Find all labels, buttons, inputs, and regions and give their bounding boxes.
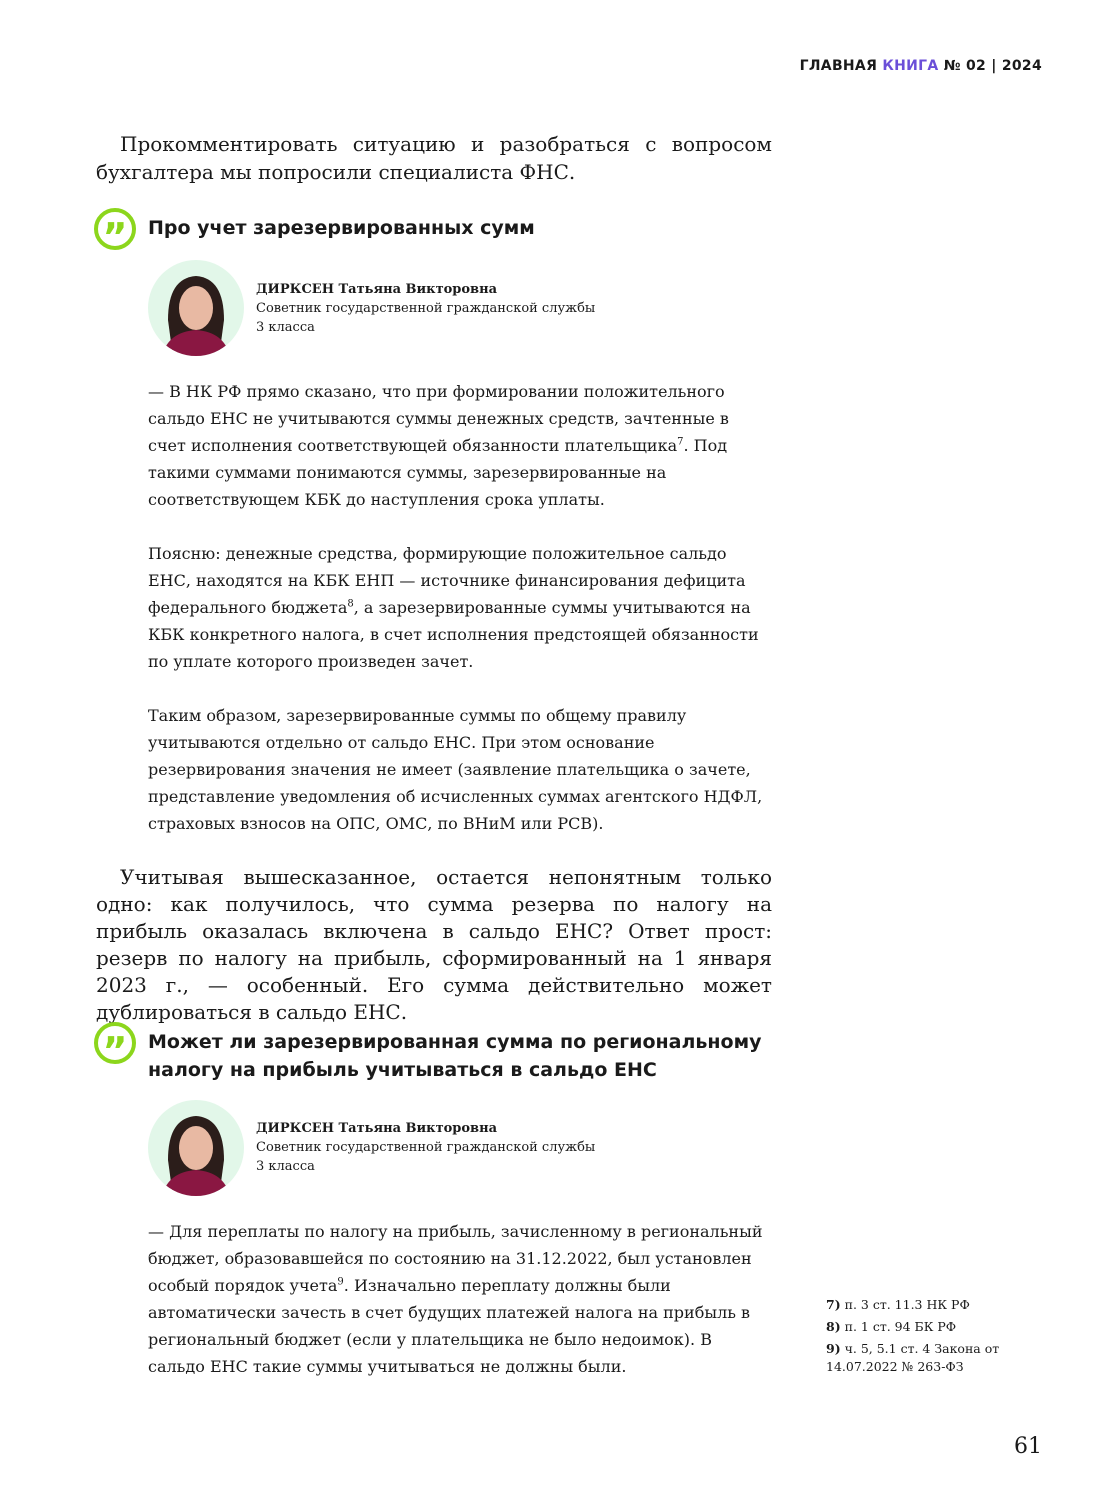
footnote-ref: 9 bbox=[337, 1276, 344, 1288]
quote-icon: ” bbox=[94, 208, 136, 250]
expert-name: ДИРКСЕН Татьяна Викторовна bbox=[256, 282, 498, 297]
avatar bbox=[148, 1100, 244, 1196]
magazine-header bbox=[800, 58, 1042, 74]
footnote: 9) ч. 5, 5.1 ст. 4 Закона от 14.07.2022 № 263-ФЗ bbox=[826, 1341, 1000, 1374]
expert-answer bbox=[148, 378, 770, 837]
expert-answer bbox=[148, 1218, 770, 1380]
section-title: Про учет зарезервированных сумм bbox=[148, 217, 535, 239]
expert-position-class: 3 класса bbox=[256, 320, 315, 335]
expert-info bbox=[256, 1119, 595, 1176]
expert-position-class: 3 класса bbox=[256, 1159, 315, 1174]
intro-paragraph: Прокомментировать ситуацию и разобраться с вопросом бухгалтера мы попросили специалиста ФНС. bbox=[96, 132, 772, 184]
answer-paragraph: — В НК РФ прямо сказано, что при формировании положительного сальдо ЕНС не учитываются суммы денежных средств, зачтенные в счет исполнения соответствующей обязанности плательщика$^7$. Под такими суммами понимаются суммы, зарезервированные на соответствующем КБК до наступления срока уплаты. bbox=[148, 382, 729, 509]
quote-icon: ” bbox=[94, 1022, 136, 1064]
answer-paragraph: Таким образом, зарезервированные суммы по общему правилу учитываются отдельно от сальдо ЕНС. При этом основание резервирования значения не имеет (заявление плательщика о зачете, представление уведомления об исчисленных суммах агентского НДФЛ, страховых взносов на ОПС, ОМС, по ВНиМ или РСВ). bbox=[148, 706, 763, 833]
avatar bbox=[148, 260, 244, 356]
footnote-ref: 8 bbox=[347, 598, 354, 610]
expert-info bbox=[256, 280, 595, 337]
body-paragraph: Учитывая вышесказанное, остается непонятным только одно: как получилось, что сумма резерва по налогу на прибыль оказалась включена в сальдо ЕНС? Ответ прост: резерв по налогу на прибыль, сформированный на 1 января 2023 г., — особенный. Его сумма действительно может дублироваться в сальдо ЕНС. bbox=[96, 865, 772, 1024]
header-title: ГЛАВНАЯ bbox=[799, 58, 878, 74]
section-title: Может ли зарезервированная сумма по региональному налогу на прибыль учитываться в сальдо ЕНС bbox=[148, 1031, 762, 1081]
footnote-ref: 7 bbox=[677, 436, 684, 448]
footnote: 7) п. 3 ст. 11.3 НК РФ bbox=[826, 1297, 970, 1312]
footnote: 8) п. 1 ст. 94 БК РФ bbox=[826, 1319, 957, 1334]
footnotes bbox=[826, 1296, 1036, 1380]
expert-position: Советник государственной гражданской службы bbox=[256, 1140, 596, 1155]
page-number: 61 bbox=[1014, 1434, 1042, 1459]
header-title-accent: КНИГА bbox=[882, 58, 939, 74]
expert-name: ДИРКСЕН Татьяна Викторовна bbox=[256, 1121, 498, 1136]
expert-position: Советник государственной гражданской службы bbox=[256, 301, 596, 316]
header-issue: № 02 | 2024 bbox=[943, 58, 1042, 74]
answer-paragraph: Поясню: денежные средства, формирующие положительное сальдо ЕНС, находятся на КБК ЕНП — источнике финансирования дефицита федерального бюджета$^8$, а зарезервированные суммы учитываются на КБК конкретного налога, в счет исполнения предстоящей обязанности по уплате которого произведен зачет. bbox=[148, 544, 759, 671]
answer-paragraph: — Для переплаты по налогу на прибыль, зачисленному в региональный бюджет, образовавшейся по состоянию на 31.12.2022, был установлен особый порядок учета$^9$. Изначально переплату должны были автоматически зачесть в счет будущих платежей налога на прибыль в региональный бюджет (если у плательщика не было недоимок). В сальдо ЕНС такие суммы учитываться не должны были. bbox=[148, 1222, 763, 1376]
